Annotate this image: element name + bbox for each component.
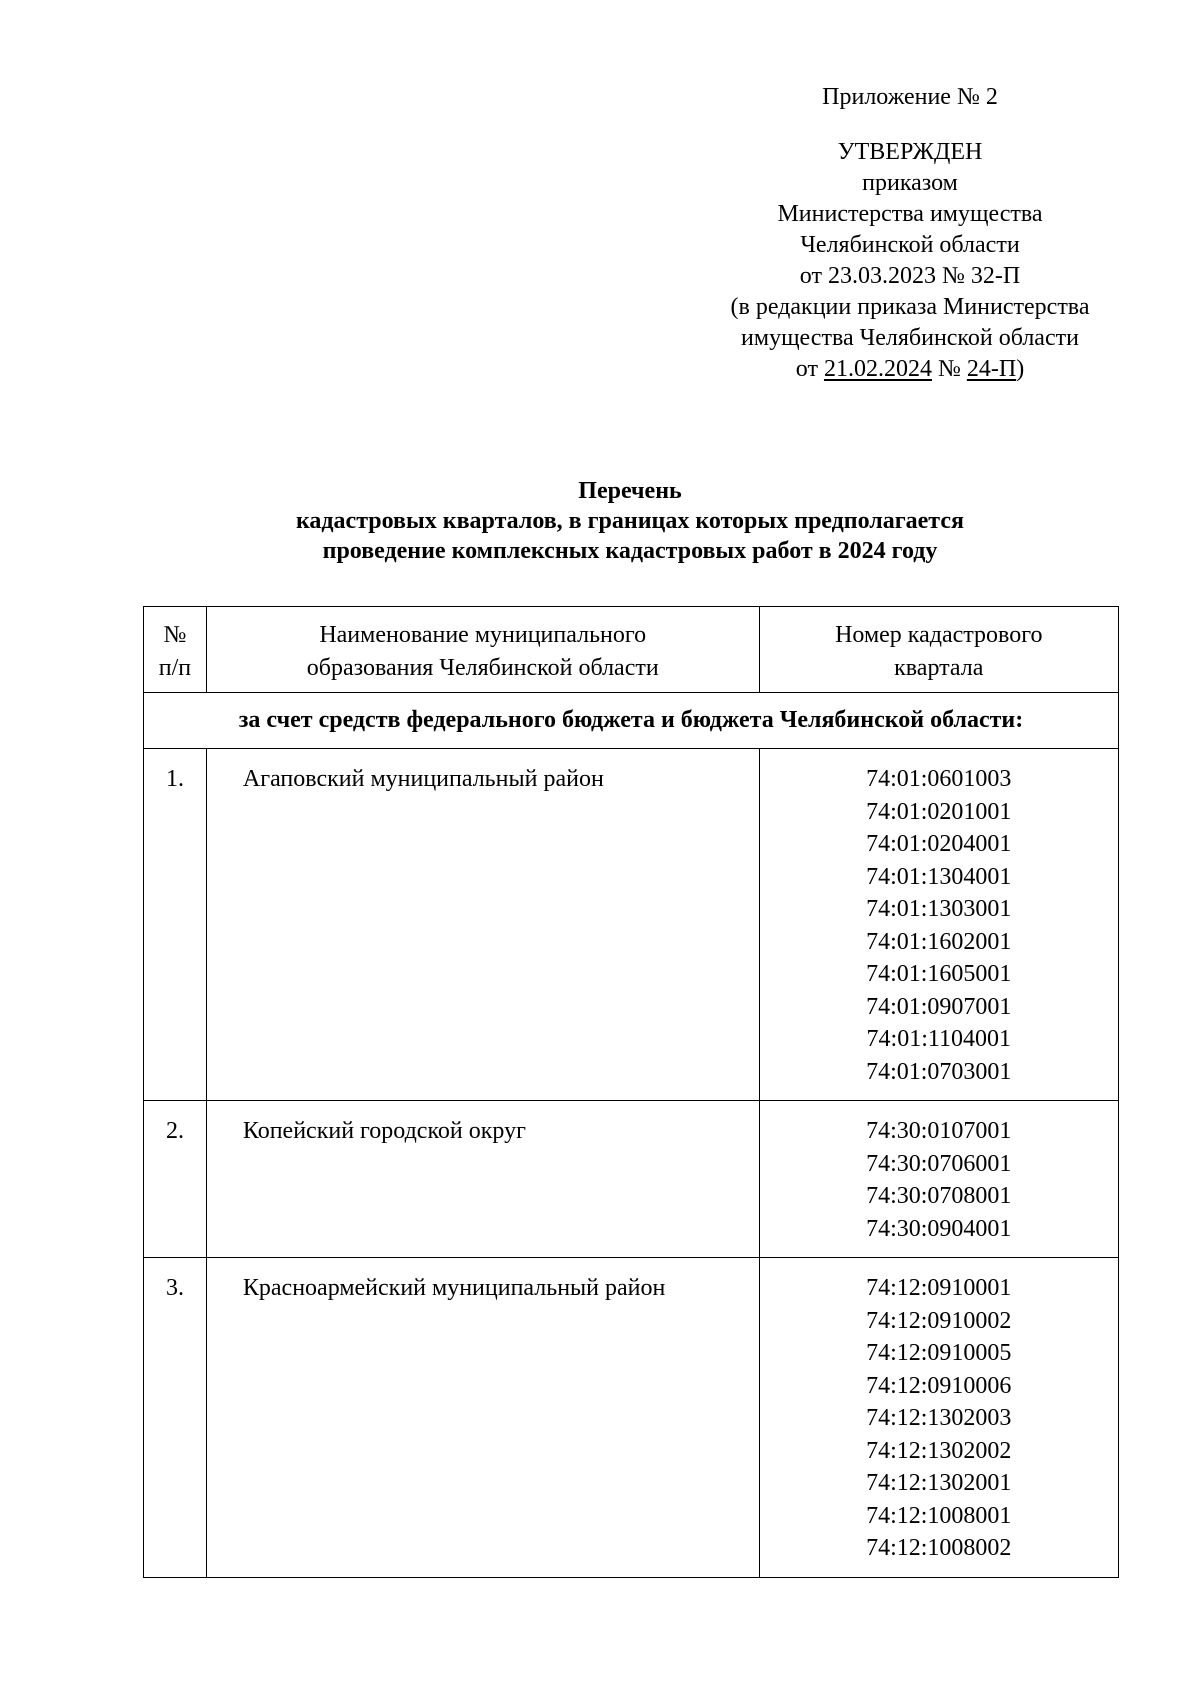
- cadastral-number: 74:01:0703001: [866, 1058, 1012, 1085]
- title-line-3: проведение комплексных кадастровых работ в 2024 году: [322, 538, 938, 564]
- cadastral-number: 74:12:1008001: [866, 1502, 1012, 1529]
- cadastral-number: 74:12:0910001: [866, 1275, 1012, 1301]
- cadastral-number: 74:01:1104001: [866, 1026, 1011, 1052]
- cadastral-table: [143, 606, 1119, 1578]
- header-cadastral-line-2: квартала: [894, 654, 984, 681]
- cadastral-number: 74:12:0910002: [866, 1307, 1012, 1334]
- cadastral-number: 74:12:0910005: [866, 1340, 1012, 1366]
- cadastral-number: 74:01:1303001: [866, 896, 1012, 922]
- by-order-label: приказом: [862, 170, 958, 196]
- cadastral-number: 74:01:0204001: [866, 831, 1012, 857]
- title-line-2: кадастровых кварталов, в границах которых предполагается: [295, 508, 965, 534]
- table-row: [144, 749, 1119, 1101]
- cadastral-numbers: [759, 1101, 1118, 1258]
- amendment-number-sign: №: [931, 356, 967, 382]
- amendment-reference: [690, 354, 1130, 385]
- amendment-line-2: имущества Челябинской области: [741, 325, 1079, 351]
- header-municipality: [206, 607, 759, 693]
- row-number: 3.: [144, 1258, 207, 1578]
- cadastral-number: 74:01:0907001: [866, 993, 1012, 1020]
- section-funding-label: за счет средств федерального бюджета и бюджета Челябинской области:: [144, 693, 1119, 749]
- region-label: Челябинской области: [800, 232, 1020, 258]
- header-number-line-1: №: [163, 622, 187, 648]
- table-header-row: [144, 607, 1119, 693]
- table-row: [144, 1258, 1119, 1578]
- header-cadastral-line-1: Номер кадастрового: [835, 622, 1043, 648]
- amendment-line-1: (в редакции приказа Министерства: [730, 294, 1090, 320]
- header-number: [144, 607, 207, 693]
- ministry-label: Министерства имущества: [777, 201, 1043, 227]
- cadastral-number: 74:12:1302001: [866, 1470, 1012, 1496]
- municipality-name: Агаповский муниципальный район: [206, 749, 759, 1101]
- cadastral-number: 74:01:1304001: [866, 863, 1012, 890]
- cadastral-number: 74:01:0201001: [866, 798, 1012, 825]
- approval-block: [690, 82, 1130, 385]
- cadastral-number: 74:01:1602001: [866, 928, 1012, 955]
- header-cadastral-number: [759, 607, 1118, 693]
- row-number: 2.: [144, 1101, 207, 1258]
- municipality-name: Копейский городской округ: [206, 1101, 759, 1258]
- cadastral-number: 74:12:1008002: [866, 1535, 1012, 1561]
- header-municipality-line-1: Наименование муниципального: [319, 622, 647, 648]
- header-number-line-2: п/п: [158, 654, 192, 681]
- row-number: 1.: [144, 749, 207, 1101]
- cadastral-numbers: [759, 749, 1118, 1101]
- header-municipality-line-2: образования Челябинской области: [306, 654, 659, 681]
- cadastral-number: 74:12:0910006: [866, 1372, 1012, 1399]
- cadastral-number: 74:30:0706001: [866, 1150, 1012, 1177]
- amendment-date: 21.02.2024: [823, 356, 932, 382]
- cadastral-number: 74:30:0708001: [866, 1183, 1012, 1209]
- appendix-label: Приложение № 2: [822, 84, 998, 110]
- municipality-name: Красноармейский муниципальный район: [206, 1258, 759, 1578]
- cadastral-number: 74:12:1302003: [866, 1405, 1012, 1431]
- amendment-close: ): [1016, 356, 1025, 382]
- cadastral-number: 74:01:1605001: [866, 961, 1012, 987]
- cadastral-number: 74:30:0107001: [866, 1118, 1012, 1144]
- section-row: [144, 693, 1119, 749]
- table-row: [144, 1101, 1119, 1258]
- amendment-number: 24-П: [966, 356, 1017, 382]
- cadastral-number: 74:01:0601003: [866, 766, 1012, 792]
- approved-label: УТВЕРЖДЕН: [837, 139, 983, 165]
- title-line-1: Перечень: [578, 478, 682, 504]
- amendment-from: от: [795, 356, 824, 382]
- document-title: [140, 476, 1120, 566]
- cadastral-number: 74:12:1302002: [866, 1437, 1012, 1464]
- order-reference: от 23.03.2023 № 32-П: [799, 263, 1021, 289]
- cadastral-numbers: [759, 1258, 1118, 1578]
- cadastral-number: 74:30:0904001: [866, 1215, 1012, 1242]
